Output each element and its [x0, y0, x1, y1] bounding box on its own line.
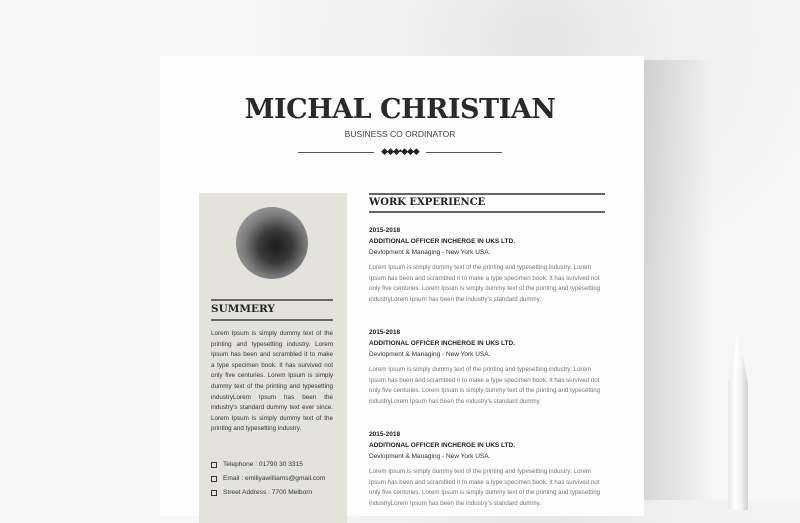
- job-entry: 2015-2018 ADDITIONAL OFFICER INCHERGE IN UKS LTD. Devlopment & Managing - New York USA. Lorem Ipsum is simply dummy text of the printing and typesetting industry. Lorem Ipsum has been and scrambled it to make a type specimen book. It has survived not only five centuries. Lorem Ipsum is simply dummy text of the printing and typesetting industryLorem Ipsum has been the industry's standard dummy.: [369, 329, 601, 405]
- stylus-pen: [728, 330, 748, 510]
- work-experience-heading: WORK EXPERIENCE: [369, 197, 486, 208]
- checkbox-icon: [211, 462, 217, 468]
- summary-heading: SUMMERY: [211, 303, 275, 315]
- contact-address: Street Address : 7700 Melborn: [211, 489, 312, 496]
- candidate-name: MICHAL CHRISTIAN: [244, 94, 556, 125]
- job-entry: 2015-2018 ADDITIONAL OFFICER INCHERGE IN UKS LTD. Devlopment & Managing - New York USA. Lorem Ipsum is simply dummy text of the printing and typesetting industry. Lorem Ipsum has been and scrambled it to make a type specimen book. It has survived not only five centuries. Lorem Ipsum is simply dummy text of the printing and typesetting industryLorem Ipsum has been the industry's standard dummy.: [369, 431, 601, 507]
- job-entry: 2015-2018 ADDITIONAL OFFICER INCHERGE IN UKS LTD. Devlopment & Managing - New York USA. Lorem Ipsum is simply dummy text of the printing and typesetting industry. Lorem Ipsum has been and scrambled it to make a type specimen book. It has survived not only five centuries. Lorem Ipsum is simply dummy text of the printing and typesetting industryLorem Ipsum has been the industry's standard dummy.: [369, 227, 601, 303]
- contact-email: Email : emiliyawilliams@gmail.com: [211, 475, 325, 482]
- profile-photo: [236, 207, 308, 279]
- summary-text: Lorem Ipsum is simply dummy text of the printing and typesetting industry. Lorem Ipsum has been and scrambled it to make a type specimen book. It has survived not only five centuries. Lorem Ipsum is simply dummy text of the printing and typesetting industryLorem Ipsum has been the industry's standard dummy text ever since. Lorem Ipsum is simply dummy text of the printing and typesetting industry.: [211, 330, 333, 433]
- page-shadow: [644, 60, 714, 500]
- job-title: BUSINESS CO ORDINATOR: [344, 129, 456, 139]
- resume-page: [160, 56, 644, 516]
- checkbox-icon: [211, 490, 217, 496]
- diamond-ornament-icon: ◆◆◆•◆◆◆: [381, 146, 419, 156]
- checkbox-icon: [211, 476, 217, 482]
- contact-telephone: Telephone : 01790 30 3315: [211, 461, 303, 468]
- sidebar: [199, 193, 347, 523]
- header-ornament: [298, 146, 502, 156]
